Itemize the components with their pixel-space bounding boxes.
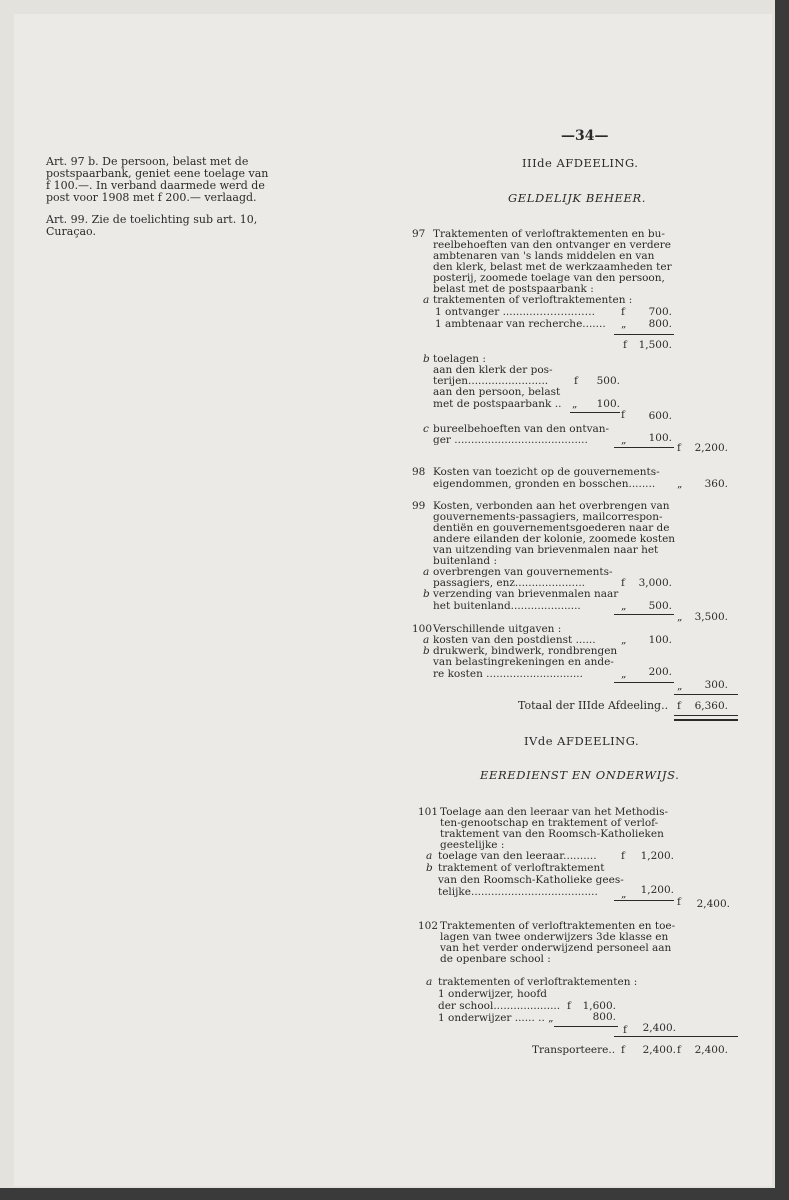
sum-rule [614, 334, 674, 335]
scan-frame-bottom [0, 1188, 789, 1200]
article-number: 102 [418, 920, 439, 932]
sum-rule [614, 900, 674, 901]
sum-rule [614, 1036, 738, 1037]
article-number: 99 [412, 500, 426, 512]
sum-rule [554, 1026, 618, 1027]
section-4-title: IVde AFDEELING. [524, 734, 640, 748]
sum-rule [570, 412, 620, 413]
double-rule [674, 715, 738, 721]
document-page: —34— Art. 97 b. De persoon, belast met de postspaarbank, geniet eene toelage van f 100.—. In verband daarmede werd de post voor 1908 met f 200.— verlaagd. Art. 99. Zie de toelichting sub art. 10, Curaçao. IIIde AFDEELING. GELDELIJK BEHEER. 97 Traktementen of verloftraktementen en bu- reelbehoeften van den ontvanger en verdere ambtenaren van 's lands middelen en van den klerk, belast met de werkzaamheden ter posterij, zoomede toelage van den persoon, belast met de postspaarbank : a traktementen of verloftraktementen : 1 ontvanger ..........………..…… f 700. 1 ambtenaar van recherche....... „ 800. f 1,500. b toelagen : aan den klerk der pos- terijen........................ f 500. aan den persoon, belast met de postspaarbank .. „ 100. f 600. c bureelbehoeften van den ontvan- ger ........................................ „ 100. f 2,200. 98 Kosten van toezicht op de gouvernements- eigendommen, gronden en bosschen........ „ 360. 99 Kosten, verbonden aan het overbrengen van gouvernements-passagiers, mailcorrespon- dentiën en gouvernementsgoederen naar de andere eilanden der kolonie, zoomede kosten van uitzending van brievenmalen naar het buitenland : a overbrengen van gouvernements- passagiers, enz..................... f 3,000. b verzending van brievenmalen naar het buitenland..................... „ 500. „ 3,500. 100 Verschillende uitgaven : a kosten van den postdienst ...... „ 100. b drukwerk, bindwerk, rondbrengen van belastingrekeningen en ande- re kosten ............................. „ 200. „ 300. Totaal der IIIde Afdeeling.. f 6,360. IVde AFDEELING. EEREDIENST EN ONDERWIJS. 101 Toelage aan den leeraar van het Methodis- ten-genootschap en traktement of verlof- traktement van den Roomsch-Katholieken geestelijke : a toelage van den leeraar.......... f 1,200. b traktement of verloftraktement van den Roomsch-Katholieke gees- telijke...................................... „ 1,200. f 2,400. 102 Traktementen of verloftraktementen en toe- lagen van twee onderwijzers 3de klasse en van het verder onderwijzend personeel aan de openbare school : a traktementen of verloftraktementen : 1 onderwijzer, hoofd der school.................... f 1,600. 1 onderwijzer ...... .. „ 800. f 2,400. Transporteere.. f 2,400. f 2,400. [14, 14, 772, 1186]
section-4-subtitle: EEREDIENST EN ONDERWIJS. [480, 768, 680, 782]
sum-rule [674, 694, 738, 695]
sum-rule [614, 682, 674, 683]
section-3-subtitle: GELDELIJK BEHEER. [508, 191, 647, 205]
scan-frame-right [775, 0, 789, 1200]
article-number: 97 [412, 228, 426, 240]
sum-rule [614, 447, 674, 448]
page-number: —34— [561, 128, 609, 144]
article-number: 101 [418, 806, 439, 818]
article-number: 100 [412, 623, 433, 635]
sum-rule [614, 614, 674, 615]
article-number: 98 [412, 466, 426, 478]
section-3-title: IIIde AFDEELING. [522, 156, 639, 170]
